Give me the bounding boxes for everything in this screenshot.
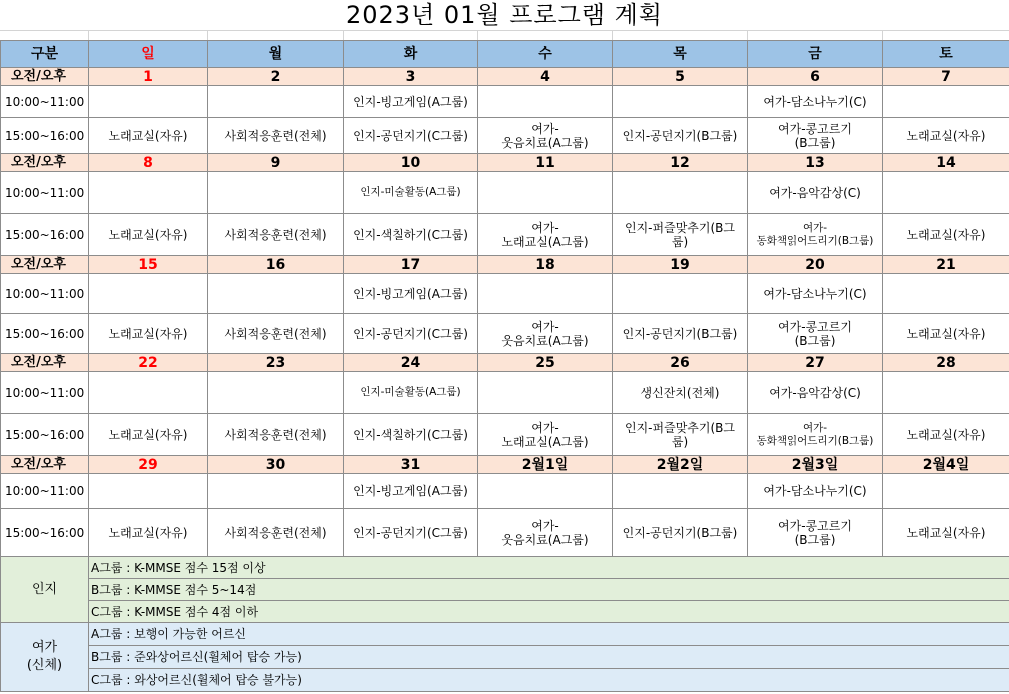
day-header: 월 bbox=[208, 41, 344, 68]
header-label: 구분 bbox=[1, 41, 89, 68]
legend-item: B그룹 : 준와상어르신(휠체어 탑승 가능) bbox=[89, 646, 1009, 669]
date-cell: 30 bbox=[208, 456, 344, 474]
week-label: 오전/오후 bbox=[1, 456, 89, 474]
program-cell: 인지-퍼즐맞추기(B그 룹) bbox=[613, 214, 748, 256]
time-slot-row bbox=[1, 118, 1009, 154]
program-cell: 여가- 동화책읽어드리기(B그룹) bbox=[748, 414, 883, 456]
legend-row bbox=[1, 557, 1009, 579]
time-slot: 10:00~11:00 bbox=[1, 274, 89, 314]
day-header: 금 bbox=[748, 41, 883, 68]
legend-row bbox=[1, 646, 1009, 669]
day-header: 목 bbox=[613, 41, 748, 68]
date-cell: 11 bbox=[478, 154, 613, 172]
time-slot-row bbox=[1, 86, 1009, 118]
page-title: 2023년 01월 프로그램 계획 bbox=[346, 1, 663, 29]
program-cell: 여가-담소나누기(C) bbox=[748, 474, 883, 509]
program-cell bbox=[883, 372, 1009, 414]
title-band bbox=[0, 0, 1009, 40]
time-slot-row bbox=[1, 414, 1009, 456]
program-cell: 여가-담소나누기(C) bbox=[748, 86, 883, 118]
program-cell: 노래교실(자유) bbox=[89, 214, 208, 256]
program-cell: 노래교실(자유) bbox=[883, 509, 1009, 557]
date-cell: 22 bbox=[89, 354, 208, 372]
week-date-row bbox=[1, 456, 1009, 474]
date-cell: 14 bbox=[883, 154, 1009, 172]
program-cell: 여가-담소나누기(C) bbox=[748, 274, 883, 314]
program-cell: 인지-미술활동(A그룹) bbox=[344, 172, 478, 214]
date-cell: 12 bbox=[613, 154, 748, 172]
program-cell: 여가- 웃음치료(A그룹) bbox=[478, 314, 613, 354]
time-slot-row bbox=[1, 372, 1009, 414]
time-slot: 10:00~11:00 bbox=[1, 474, 89, 509]
week-date-row bbox=[1, 256, 1009, 274]
date-cell: 2월4일 bbox=[883, 456, 1009, 474]
date-cell: 2월3일 bbox=[748, 456, 883, 474]
time-slot-row bbox=[1, 509, 1009, 557]
legend-row bbox=[1, 669, 1009, 692]
program-cell: 인지-퍼즐맞추기(B그 룹) bbox=[613, 414, 748, 456]
legend-item: C그룹 : K-MMSE 점수 4점 이하 bbox=[89, 601, 1009, 623]
program-cell bbox=[89, 86, 208, 118]
date-cell: 5 bbox=[613, 68, 748, 86]
date-cell: 9 bbox=[208, 154, 344, 172]
program-cell: 여가-콩고르기 (B그룹) bbox=[748, 118, 883, 154]
program-cell bbox=[208, 372, 344, 414]
date-cell: 2 bbox=[208, 68, 344, 86]
time-slot: 10:00~11:00 bbox=[1, 172, 89, 214]
program-cell: 노래교실(자유) bbox=[89, 118, 208, 154]
program-cell: 노래교실(자유) bbox=[883, 118, 1009, 154]
time-slot: 15:00~16:00 bbox=[1, 414, 89, 456]
program-cell bbox=[883, 86, 1009, 118]
program-cell bbox=[883, 274, 1009, 314]
program-cell: 인지-빙고게임(A그룹) bbox=[344, 474, 478, 509]
program-cell bbox=[208, 274, 344, 314]
date-cell: 7 bbox=[883, 68, 1009, 86]
program-cell: 여가-음악감상(C) bbox=[748, 372, 883, 414]
date-cell: 31 bbox=[344, 456, 478, 474]
date-cell: 25 bbox=[478, 354, 613, 372]
time-slot: 10:00~11:00 bbox=[1, 372, 89, 414]
program-cell: 인지-미술활동(A그룹) bbox=[344, 372, 478, 414]
date-cell: 13 bbox=[748, 154, 883, 172]
program-cell: 인지-공던지기(B그룹) bbox=[613, 118, 748, 154]
program-cell: 여가-콩고르기 (B그룹) bbox=[748, 314, 883, 354]
date-cell: 26 bbox=[613, 354, 748, 372]
program-cell bbox=[478, 172, 613, 214]
schedule-table bbox=[0, 40, 1009, 692]
program-cell: 여가- 노래교실(A그룹) bbox=[478, 214, 613, 256]
day-header: 수 bbox=[478, 41, 613, 68]
date-cell: 29 bbox=[89, 456, 208, 474]
program-cell: 노래교실(자유) bbox=[89, 509, 208, 557]
program-cell: 여가- 동화책읽어드리기(B그룹) bbox=[748, 214, 883, 256]
time-slot-row bbox=[1, 274, 1009, 314]
program-cell: 여가- 노래교실(A그룹) bbox=[478, 414, 613, 456]
date-cell: 28 bbox=[883, 354, 1009, 372]
date-cell: 1 bbox=[89, 68, 208, 86]
date-cell: 2월1일 bbox=[478, 456, 613, 474]
program-cell: 여가- 웃음치료(A그룹) bbox=[478, 509, 613, 557]
program-cell: 노래교실(자유) bbox=[883, 414, 1009, 456]
date-cell: 3 bbox=[344, 68, 478, 86]
legend-item: A그룹 : K-MMSE 점수 15점 이상 bbox=[89, 557, 1009, 579]
program-cell bbox=[883, 474, 1009, 509]
date-cell: 20 bbox=[748, 256, 883, 274]
program-cell: 인지-색칠하기(C그룹) bbox=[344, 414, 478, 456]
program-cell: 인지-공던지기(B그룹) bbox=[613, 509, 748, 557]
program-cell bbox=[883, 172, 1009, 214]
program-cell bbox=[89, 172, 208, 214]
date-cell: 23 bbox=[208, 354, 344, 372]
program-cell: 인지-빙고게임(A그룹) bbox=[344, 274, 478, 314]
day-header: 화 bbox=[344, 41, 478, 68]
program-cell: 노래교실(자유) bbox=[89, 314, 208, 354]
program-cell: 여가-음악감상(C) bbox=[748, 172, 883, 214]
day-header: 토 bbox=[883, 41, 1009, 68]
date-cell: 6 bbox=[748, 68, 883, 86]
program-cell: 사회적응훈련(전체) bbox=[208, 509, 344, 557]
program-cell: 사회적응훈련(전체) bbox=[208, 214, 344, 256]
legend-row bbox=[1, 601, 1009, 623]
program-cell bbox=[208, 172, 344, 214]
week-date-row bbox=[1, 68, 1009, 86]
program-cell: 인지-공던지기(C그룹) bbox=[344, 314, 478, 354]
program-cell: 노래교실(자유) bbox=[883, 214, 1009, 256]
program-cell bbox=[613, 86, 748, 118]
program-cell bbox=[478, 274, 613, 314]
program-cell: 사회적응훈련(전체) bbox=[208, 414, 344, 456]
legend-item: A그룹 : 보행이 가능한 어르신 bbox=[89, 623, 1009, 646]
legend-group-label: 인지 bbox=[1, 557, 89, 623]
program-cell: 여가-콩고르기 (B그룹) bbox=[748, 509, 883, 557]
date-cell: 19 bbox=[613, 256, 748, 274]
time-slot: 15:00~16:00 bbox=[1, 509, 89, 557]
legend-group-label: 여가 (신체) bbox=[1, 623, 89, 692]
time-slot-row bbox=[1, 172, 1009, 214]
program-cell: 사회적응훈련(전체) bbox=[208, 314, 344, 354]
legend-row bbox=[1, 579, 1009, 601]
legend-row bbox=[1, 623, 1009, 646]
week-label: 오전/오후 bbox=[1, 154, 89, 172]
date-cell: 27 bbox=[748, 354, 883, 372]
program-cell bbox=[613, 474, 748, 509]
week-label: 오전/오후 bbox=[1, 354, 89, 372]
day-header: 일 bbox=[89, 41, 208, 68]
program-cell bbox=[478, 372, 613, 414]
program-cell: 인지-공던지기(B그룹) bbox=[613, 314, 748, 354]
legend-item: C그룹 : 와상어르신(휠체어 탑승 불가능) bbox=[89, 669, 1009, 692]
time-slot: 15:00~16:00 bbox=[1, 214, 89, 256]
program-cell: 인지-공던지기(C그룹) bbox=[344, 509, 478, 557]
program-cell: 인지-공던지기(C그룹) bbox=[344, 118, 478, 154]
time-slot: 15:00~16:00 bbox=[1, 118, 89, 154]
time-slot: 15:00~16:00 bbox=[1, 314, 89, 354]
week-date-row bbox=[1, 354, 1009, 372]
program-cell bbox=[478, 474, 613, 509]
program-cell bbox=[613, 172, 748, 214]
week-label: 오전/오후 bbox=[1, 68, 89, 86]
program-cell bbox=[89, 274, 208, 314]
program-cell bbox=[89, 474, 208, 509]
program-cell: 사회적응훈련(전체) bbox=[208, 118, 344, 154]
program-cell: 인지-색칠하기(C그룹) bbox=[344, 214, 478, 256]
date-cell: 16 bbox=[208, 256, 344, 274]
program-cell bbox=[89, 372, 208, 414]
date-cell: 8 bbox=[89, 154, 208, 172]
date-cell: 15 bbox=[89, 256, 208, 274]
time-slot-row bbox=[1, 314, 1009, 354]
program-cell: 노래교실(자유) bbox=[89, 414, 208, 456]
header-row bbox=[1, 41, 1009, 68]
date-cell: 21 bbox=[883, 256, 1009, 274]
date-cell: 24 bbox=[344, 354, 478, 372]
program-cell bbox=[478, 86, 613, 118]
date-cell: 10 bbox=[344, 154, 478, 172]
program-cell bbox=[208, 474, 344, 509]
program-cell bbox=[613, 274, 748, 314]
time-slot: 10:00~11:00 bbox=[1, 86, 89, 118]
program-cell: 생신잔치(전체) bbox=[613, 372, 748, 414]
week-date-row bbox=[1, 154, 1009, 172]
date-cell: 2월2일 bbox=[613, 456, 748, 474]
week-label: 오전/오후 bbox=[1, 256, 89, 274]
legend-item: B그룹 : K-MMSE 점수 5~14점 bbox=[89, 579, 1009, 601]
time-slot-row bbox=[1, 474, 1009, 509]
date-cell: 18 bbox=[478, 256, 613, 274]
date-cell: 4 bbox=[478, 68, 613, 86]
program-cell: 인지-빙고게임(A그룹) bbox=[344, 86, 478, 118]
time-slot-row bbox=[1, 214, 1009, 256]
program-cell bbox=[208, 86, 344, 118]
date-cell: 17 bbox=[344, 256, 478, 274]
program-cell: 노래교실(자유) bbox=[883, 314, 1009, 354]
program-cell: 여가- 웃음치료(A그룹) bbox=[478, 118, 613, 154]
